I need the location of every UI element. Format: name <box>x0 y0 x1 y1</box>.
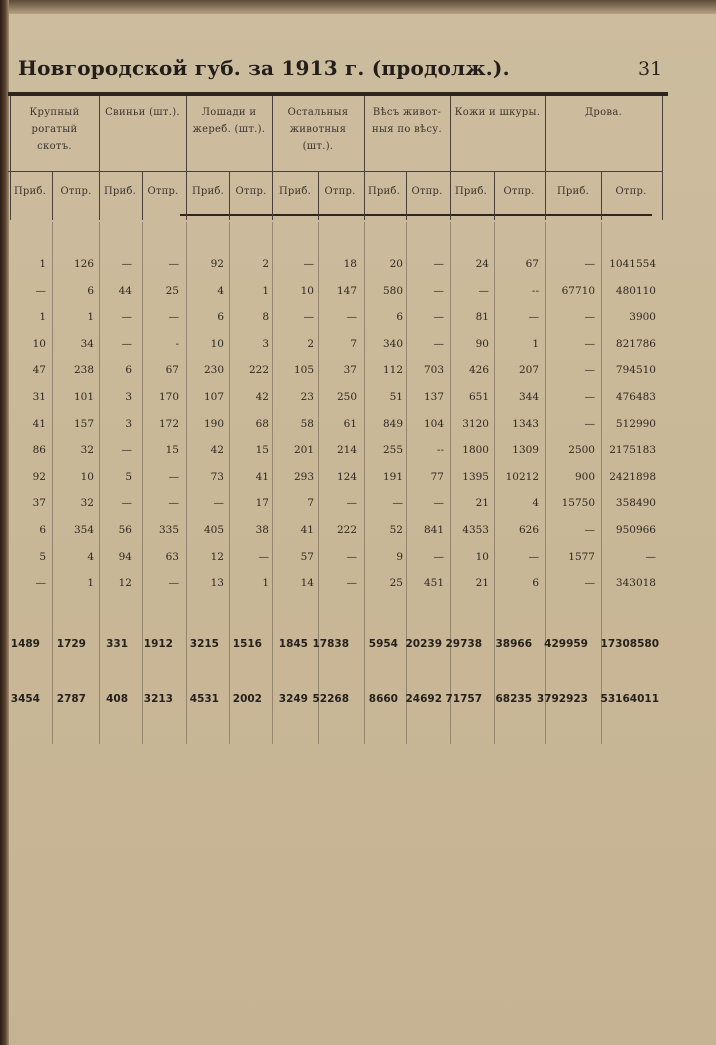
table-cell: 1 <box>39 311 46 323</box>
table-cell: 7 <box>307 497 314 509</box>
subheader-cell: Приб. <box>192 186 224 197</box>
book-spine <box>0 0 9 1045</box>
table-cell: — <box>584 338 595 350</box>
table-cell: — <box>346 551 357 563</box>
table-cell: 15 <box>165 444 179 456</box>
table-cell: 703 <box>423 364 444 376</box>
table-cell: — <box>584 311 595 323</box>
subheader-cell: Приб. <box>279 186 311 197</box>
table-cell: — <box>433 338 444 350</box>
column-rule <box>450 96 451 220</box>
table-cell: — <box>303 311 314 323</box>
table-cell: 21 <box>475 577 489 589</box>
table-cell: 18 <box>343 258 357 270</box>
table-cell: 2421898 <box>609 471 656 483</box>
table-cell: 6 <box>396 311 403 323</box>
body-column-rule <box>52 222 53 744</box>
table-cell: 1577 <box>568 551 595 563</box>
table-cell: 191 <box>382 471 403 483</box>
total-cell: 3454 <box>10 693 40 705</box>
table-cell: - <box>175 338 179 350</box>
table-cell: — <box>584 577 595 589</box>
total-cell: 1912 <box>143 638 173 650</box>
total-cell: 1845 <box>278 638 308 650</box>
group-header: Дрова. <box>584 107 623 118</box>
table-cell: -- <box>531 285 539 297</box>
body-column-rule <box>494 222 495 744</box>
table-cell: 56 <box>118 524 132 536</box>
table-cell: 32 <box>80 444 94 456</box>
total-cell: 8660 <box>368 693 398 705</box>
table-cell: — <box>168 577 179 589</box>
table-cell: 2 <box>262 258 269 270</box>
table-cell: 37 <box>32 497 46 509</box>
table-cell: — <box>392 497 403 509</box>
table-cell: — <box>584 391 595 403</box>
table-cell: — <box>584 418 595 430</box>
table-cell: 405 <box>203 524 224 536</box>
total-cell: 3215 <box>189 638 219 650</box>
table-cell: 6 <box>39 524 46 536</box>
total-cell: 3213 <box>143 693 173 705</box>
table-cell: — <box>478 285 489 297</box>
table-cell: 821786 <box>615 338 656 350</box>
table-cell: 841 <box>423 524 444 536</box>
table-cell: 1 <box>262 577 269 589</box>
table-cell: — <box>35 285 46 297</box>
table-cell: 12 <box>210 551 224 563</box>
subheader-cell: Приб. <box>557 186 589 197</box>
table-cell: 255 <box>382 444 403 456</box>
body-column-rule <box>601 222 602 744</box>
table-cell: 358490 <box>615 497 656 509</box>
total-cell: 1489 <box>10 638 40 650</box>
table-cell: — <box>584 258 595 270</box>
subheader-cell: Отпр. <box>147 186 179 197</box>
table-cell: 3 <box>262 338 269 350</box>
table-cell: 10 <box>300 285 314 297</box>
column-rule <box>99 96 100 220</box>
table-cell: 90 <box>475 338 489 350</box>
total-cell: 17308580 <box>600 638 659 650</box>
table-cell: 1 <box>87 577 94 589</box>
table-cell: 147 <box>336 285 357 297</box>
table-cell: 10 <box>475 551 489 563</box>
table-cell: 68 <box>255 418 269 430</box>
subheader-cell: Отпр. <box>324 186 356 197</box>
table-cell: 1395 <box>462 471 489 483</box>
table-cell: 10 <box>80 471 94 483</box>
group-header: Свиньи (шт.). <box>105 107 180 118</box>
table-cell: 52 <box>389 524 403 536</box>
table-cell: — <box>121 338 132 350</box>
body-column-rule <box>406 222 407 744</box>
table-cell: 51 <box>389 391 403 403</box>
table-cell: — <box>433 311 444 323</box>
table-cell: 57 <box>300 551 314 563</box>
total-cell: 2002 <box>232 693 262 705</box>
column-rule <box>662 96 663 220</box>
table-cell: — <box>168 497 179 509</box>
table-cell: 201 <box>293 444 314 456</box>
table-cell: 1 <box>532 338 539 350</box>
table-cell: 950966 <box>615 524 656 536</box>
table-cell: 25 <box>165 285 179 297</box>
table-cell: 6 <box>87 285 94 297</box>
table-cell: 61 <box>343 418 357 430</box>
table-cell: 6 <box>125 364 132 376</box>
table-cell: 77 <box>430 471 444 483</box>
body-column-rule <box>450 222 451 744</box>
body-column-rule <box>272 222 273 744</box>
table-cell: 67 <box>525 258 539 270</box>
table-cell: — <box>433 497 444 509</box>
subheader-cell: Приб. <box>14 186 46 197</box>
subcolumn-rule <box>601 172 602 220</box>
table-cell: 3 <box>125 391 132 403</box>
total-cell: 3249 <box>278 693 308 705</box>
table-cell: 86 <box>32 444 46 456</box>
header-divider <box>8 171 662 172</box>
total-cell: 38966 <box>495 638 532 650</box>
table-cell: 24 <box>475 258 489 270</box>
table-cell: 92 <box>210 258 224 270</box>
table-cell: 250 <box>336 391 357 403</box>
table-cell: 92 <box>32 471 46 483</box>
body-column-rule <box>318 222 319 744</box>
subheader-cell: Отпр. <box>235 186 267 197</box>
table-cell: — <box>258 551 269 563</box>
table-cell: — <box>433 258 444 270</box>
table-cell: 207 <box>518 364 539 376</box>
table-cell: 900 <box>574 471 595 483</box>
table-cell: 293 <box>293 471 314 483</box>
table-cell: 20 <box>389 258 403 270</box>
table-cell: 3900 <box>629 311 656 323</box>
total-cell: 24692 <box>405 693 442 705</box>
table-cell: 2 <box>307 338 314 350</box>
table-cell: 2175183 <box>609 444 656 456</box>
total-cell: 429959 <box>544 638 588 650</box>
table-cell: 126 <box>73 258 94 270</box>
table-cell: 222 <box>336 524 357 536</box>
table-cell: 580 <box>382 285 403 297</box>
table-cell: 6 <box>217 311 224 323</box>
table-cell: 343018 <box>615 577 656 589</box>
table-cell: 105 <box>293 364 314 376</box>
total-cell: 408 <box>106 693 128 705</box>
table-cell: 170 <box>158 391 179 403</box>
table-cell: 344 <box>518 391 539 403</box>
table-cell: 38 <box>255 524 269 536</box>
column-rule <box>272 96 273 220</box>
total-cell: 5954 <box>368 638 398 650</box>
table-cell: — <box>645 551 656 563</box>
total-cell: 4531 <box>189 693 219 705</box>
total-cell: 29738 <box>445 638 482 650</box>
subheader-cell: Приб. <box>368 186 400 197</box>
column-rule <box>545 96 546 220</box>
total-cell: 331 <box>106 638 128 650</box>
table-cell: — <box>35 577 46 589</box>
table-cell: 137 <box>423 391 444 403</box>
table-cell: 340 <box>382 338 403 350</box>
table-cell: — <box>433 551 444 563</box>
table-cell: 73 <box>210 471 224 483</box>
table-cell: — <box>168 311 179 323</box>
table-cell: 21 <box>475 497 489 509</box>
subheader-cell: Отпр. <box>503 186 535 197</box>
table-cell: — <box>168 258 179 270</box>
table-cell: — <box>121 497 132 509</box>
table-cell: 476483 <box>615 391 656 403</box>
table-cell: 794510 <box>615 364 656 376</box>
table-cell: 172 <box>158 418 179 430</box>
table-cell: 190 <box>203 418 224 430</box>
subcolumn-rule <box>494 172 495 220</box>
table-cell: 626 <box>518 524 539 536</box>
body-column-rule <box>99 222 100 744</box>
total-cell: 68235 <box>495 693 532 705</box>
table-cell: 41 <box>300 524 314 536</box>
table-cell: 214 <box>336 444 357 456</box>
table-cell: 2500 <box>568 444 595 456</box>
body-column-rule <box>364 222 365 744</box>
page-title: Новгородской губ. за 1913 г. (продолж.). <box>18 56 510 80</box>
table-cell: 101 <box>73 391 94 403</box>
table-cell: 8 <box>262 311 269 323</box>
table-cell: 41 <box>32 418 46 430</box>
table-cell: 451 <box>423 577 444 589</box>
table-cell: 4 <box>217 285 224 297</box>
subcolumn-rule <box>52 172 53 220</box>
table-cell: — <box>433 285 444 297</box>
table-cell: 63 <box>165 551 179 563</box>
table-cell: 15750 <box>561 497 595 509</box>
table-cell: 23 <box>300 391 314 403</box>
table-cell: 354 <box>73 524 94 536</box>
table-cell: — <box>303 258 314 270</box>
page-number: 31 <box>638 58 663 80</box>
table-cell: 480110 <box>615 285 656 297</box>
table-cell: 5 <box>39 551 46 563</box>
table-cell: 104 <box>423 418 444 430</box>
table-cell: 512990 <box>615 418 656 430</box>
total-cell: 20239 <box>405 638 442 650</box>
table-cell: -- <box>436 444 444 456</box>
table-cell: 4 <box>532 497 539 509</box>
subheader-cell: Приб. <box>104 186 136 197</box>
subheader-bottom-rule <box>180 214 652 216</box>
total-cell: 1516 <box>232 638 262 650</box>
table-cell: 9 <box>396 551 403 563</box>
table-cell: — <box>346 577 357 589</box>
table-cell: 67710 <box>561 285 595 297</box>
total-cell: 52268 <box>312 693 349 705</box>
table-cell: 12 <box>118 577 132 589</box>
table-cell: 13 <box>210 577 224 589</box>
subheader-cell: Отпр. <box>615 186 647 197</box>
table-cell: 32 <box>80 497 94 509</box>
table-cell: 1309 <box>512 444 539 456</box>
column-rule <box>186 96 187 220</box>
table-cell: 1 <box>87 311 94 323</box>
table-cell: 44 <box>118 285 132 297</box>
table-cell: 3120 <box>462 418 489 430</box>
table-cell: 17 <box>255 497 269 509</box>
table-cell: 6 <box>532 577 539 589</box>
table-cell: 1343 <box>512 418 539 430</box>
table-cell: 1041554 <box>609 258 656 270</box>
table-cell: 10 <box>32 338 46 350</box>
total-cell: 53164011 <box>600 693 659 705</box>
table-cell: 3 <box>125 418 132 430</box>
table-cell: 107 <box>203 391 224 403</box>
subheader-cell: Приб. <box>455 186 487 197</box>
table-cell: 1 <box>39 258 46 270</box>
table-cell: 651 <box>468 391 489 403</box>
table-cell: — <box>584 524 595 536</box>
table-cell: 14 <box>300 577 314 589</box>
body-column-rule <box>142 222 143 744</box>
total-cell: 1729 <box>56 638 86 650</box>
body-column-rule <box>545 222 546 744</box>
table-cell: 4 <box>87 551 94 563</box>
group-header: Остальныя животныя (шт.). <box>287 107 349 152</box>
table-cell: 58 <box>300 418 314 430</box>
table-cell: — <box>528 551 539 563</box>
table-cell: 15 <box>255 444 269 456</box>
table-cell: 94 <box>118 551 132 563</box>
table-cell: 81 <box>475 311 489 323</box>
table-cell: 34 <box>80 338 94 350</box>
table-cell: — <box>346 311 357 323</box>
group-header: Кожи и шкуры. <box>454 107 541 118</box>
total-cell: 3792923 <box>536 693 588 705</box>
table-cell: 7 <box>350 338 357 350</box>
table-cell: 37 <box>343 364 357 376</box>
table-cell: 42 <box>210 444 224 456</box>
table-cell: 124 <box>336 471 357 483</box>
table-cell: 5 <box>125 471 132 483</box>
table-cell: 1 <box>262 285 269 297</box>
table-cell: 10 <box>210 338 224 350</box>
column-rule <box>10 96 11 220</box>
column-rule <box>364 96 365 220</box>
body-column-rule <box>186 222 187 744</box>
total-cell: 2787 <box>56 693 86 705</box>
table-cell: 157 <box>73 418 94 430</box>
table-cell: 112 <box>382 364 403 376</box>
total-cell: 71757 <box>445 693 482 705</box>
table-cell: 222 <box>248 364 269 376</box>
table-cell: 42 <box>255 391 269 403</box>
table-cell: — <box>121 311 132 323</box>
table-cell: 31 <box>32 391 46 403</box>
table-cell: — <box>213 497 224 509</box>
table-cell: 67 <box>165 364 179 376</box>
group-header: Лошади и жереб. (шт.). <box>192 107 266 135</box>
table-cell: 230 <box>203 364 224 376</box>
table-cell: — <box>346 497 357 509</box>
table-cell: 426 <box>468 364 489 376</box>
table-cell: — <box>121 444 132 456</box>
table-cell: 1800 <box>462 444 489 456</box>
table-cell: — <box>584 364 595 376</box>
table-cell: 849 <box>382 418 403 430</box>
table-cell: — <box>168 471 179 483</box>
table-cell: 335 <box>158 524 179 536</box>
table-cell: 41 <box>255 471 269 483</box>
subheader-cell: Отпр. <box>60 186 92 197</box>
page-top-edge <box>0 0 716 14</box>
table-cell: — <box>528 311 539 323</box>
body-column-rule <box>229 222 230 744</box>
table-top-rule <box>8 92 668 96</box>
subheader-cell: Отпр. <box>411 186 443 197</box>
table-cell: 47 <box>32 364 46 376</box>
group-header: Крупный рогатый скотъ. <box>29 107 80 152</box>
table-cell: 10212 <box>505 471 539 483</box>
table-cell: 238 <box>73 364 94 376</box>
total-cell: 17838 <box>312 638 349 650</box>
table-cell: 25 <box>389 577 403 589</box>
table-cell: — <box>121 258 132 270</box>
table-cell: 4353 <box>462 524 489 536</box>
group-header: Вѣсъ живот- ныя по вѣсу. <box>372 107 442 135</box>
